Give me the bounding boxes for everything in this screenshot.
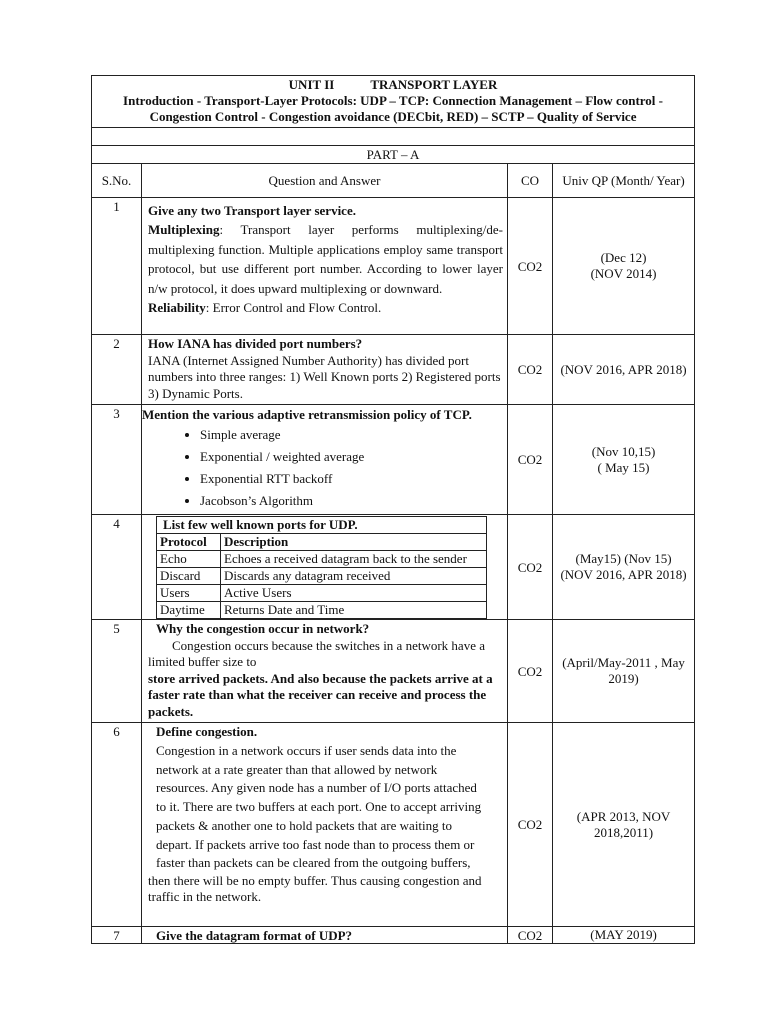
part-a-label: PART – A	[92, 146, 695, 164]
table-row	[157, 585, 487, 602]
table-row	[92, 405, 695, 515]
part-a-row	[92, 146, 695, 164]
question-answer-cell	[142, 335, 508, 405]
question-answer-cell	[142, 198, 508, 335]
qp-value	[553, 405, 695, 515]
question-text: List few well known ports for UDP.	[157, 517, 487, 534]
co-value: CO2	[508, 198, 553, 335]
term-reliability: Reliability	[148, 300, 206, 315]
row-number: 6	[113, 724, 120, 739]
co-value: CO2	[508, 335, 553, 405]
qp-value: (April/May-2011 , May 2019)	[553, 620, 695, 723]
qp-line: (Dec 12)	[600, 250, 647, 265]
col-header-qa: Question and Answer	[142, 164, 508, 198]
qp-value	[553, 198, 695, 335]
question-text: Give the datagram format of UDP?	[156, 927, 353, 943]
inner-title-row	[157, 517, 487, 534]
protocol-cell: Daytime	[157, 602, 221, 619]
answer-text	[148, 638, 503, 671]
question-text: Mention the various adaptive retransmission policy of TCP.	[142, 407, 472, 422]
question-text: Give any two Transport layer service.	[148, 203, 356, 218]
question-text: Define congestion.	[156, 724, 258, 739]
row-number: 2	[113, 336, 120, 351]
answer-text: Congestion in a network occurs if user sends data into the network at a rate greater than that allowed by network resources. Any given node has a number of I/O ports attached to it. There are two buffers at each port. One to accept arriving packets & another one to hold packets that are waiting to depart. If packets arrive too fast node than to process them or faster than packets can be cleared from the outgoing buffers,	[156, 743, 482, 871]
col-header-co: CO	[508, 164, 553, 198]
description-cell: Returns Date and Time	[221, 602, 487, 619]
qp-line: (Nov 10,15)	[591, 443, 656, 459]
row-number: 5	[113, 621, 120, 636]
unit-number: UNIT II	[288, 77, 335, 92]
co-value: CO2	[508, 927, 553, 944]
protocol-cell: Discard	[157, 568, 221, 585]
title-cell	[92, 76, 695, 128]
row-number: 7	[113, 927, 120, 943]
answer-text: then there will be no empty buffer. Thus causing congestion and traffic in the network.	[148, 872, 482, 905]
table-row	[92, 620, 695, 723]
col-header-qp: Univ QP (Month/ Year)	[553, 164, 695, 198]
col-header-protocol: Protocol	[157, 534, 221, 551]
title-row	[92, 76, 695, 128]
column-header-row	[92, 164, 695, 198]
udp-ports-table	[156, 516, 487, 619]
term-multiplexing: Multiplexing	[148, 222, 220, 237]
row-number: 1	[113, 199, 120, 214]
protocol-cell: Echo	[157, 551, 221, 568]
qp-line: (May15) (Nov 15)	[575, 551, 672, 566]
unit-topics: Introduction - Transport-Layer Protocols: UDP – TCP: Connection Management – Flow control - Congestion Control - Congestion avoidance (DECbit, RED) – SCTP – Quality of Service	[123, 93, 663, 124]
table-row	[157, 568, 487, 585]
question-answer-cell	[142, 620, 508, 723]
question-answer-cell	[142, 927, 508, 944]
co-value: CO2	[508, 723, 553, 927]
spacer-row	[92, 128, 695, 146]
reliability-text: : Error Control and Flow Control.	[205, 300, 382, 315]
qp-line: (NOV 2016, APR 2018)	[560, 567, 687, 582]
unit-title: TRANSPORT LAYER	[370, 77, 498, 92]
question-bank-table	[91, 75, 695, 944]
row-number: 4	[113, 516, 120, 531]
answer-reliability	[148, 298, 503, 317]
table-row	[92, 515, 695, 620]
table-row	[92, 723, 695, 927]
list-item: • Jacobson’s Algorithm	[200, 490, 503, 512]
qp-value	[553, 515, 695, 620]
bullet-list	[142, 424, 503, 512]
spacer-cell	[92, 128, 695, 146]
table-row	[92, 927, 695, 944]
unit-heading	[96, 77, 690, 93]
qp-value: (NOV 2016, APR 2018)	[553, 335, 695, 405]
description-cell: Echoes a received datagram back to the sender	[221, 551, 487, 568]
inner-header-row	[157, 534, 487, 551]
question-answer-cell	[142, 515, 508, 620]
qp-line: (NOV 2014)	[590, 266, 657, 281]
answer-multiplexing	[148, 220, 503, 298]
protocol-cell: Users	[157, 585, 221, 602]
description-cell: Discards any datagram received	[221, 568, 487, 585]
list-item: • Simple average	[200, 424, 503, 446]
multiplexing-text: : Transport layer performs multiplexing/de-multiplexing function. Multiple applications employ same transport protocol, but use different port number. According to lower layer n/w protocol, it does upward multiplexing or downward.	[148, 222, 503, 296]
answer-text: IANA (Internet Assigned Number Authority) has divided port numbers into three ranges: 1) Well Known ports 2) Registered ports 3) Dynamic Ports.	[148, 352, 501, 401]
table-row	[157, 551, 487, 568]
question-text: How IANA has divided port numbers?	[148, 336, 363, 351]
question-text: Why the congestion occur in network?	[156, 621, 370, 636]
answer-part: Congestion occurs because the switches in a network have a limited buffer size to	[148, 637, 485, 669]
question-answer-cell	[142, 405, 508, 515]
co-value: CO2	[508, 515, 553, 620]
table-row	[92, 198, 695, 335]
list-item: • Exponential / weighted average	[200, 446, 503, 468]
qp-value: (MAY 2019)	[553, 927, 695, 944]
col-header-sno: S.No.	[92, 164, 142, 198]
list-item: • Exponential RTT backoff	[200, 468, 503, 490]
co-value: CO2	[508, 405, 553, 515]
qp-value: (APR 2013, NOV 2018,2011)	[553, 723, 695, 927]
table-row	[92, 335, 695, 405]
question-answer-cell	[142, 723, 508, 927]
description-cell: Active Users	[221, 585, 487, 602]
row-number: 3	[113, 406, 120, 421]
question-bank-sheet	[91, 75, 694, 944]
table-row	[157, 602, 487, 619]
answer-text-bold: store arrived packets. And also because the packets arrive at a faster rate than what the receiver can receive and process the packets.	[148, 670, 493, 719]
co-value: CO2	[508, 620, 553, 723]
col-header-description: Description	[221, 534, 487, 551]
qp-line: ( May 15)	[597, 459, 650, 475]
